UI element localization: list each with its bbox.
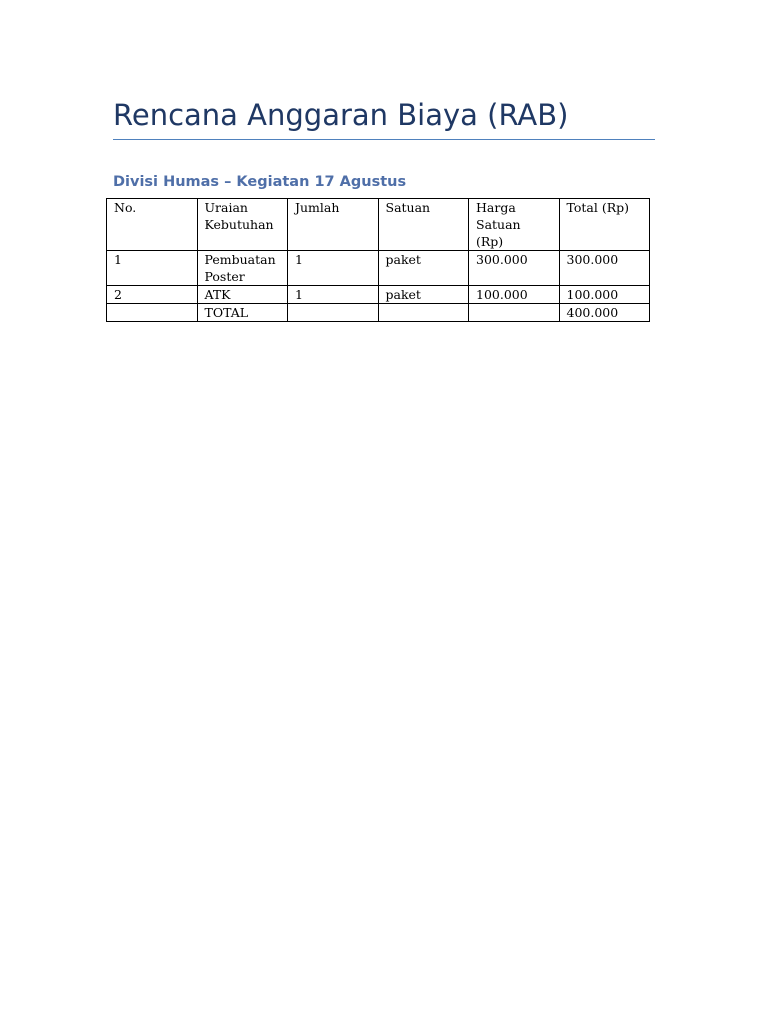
table-row [107, 286, 650, 304]
cell-satuan: paket [378, 286, 469, 304]
header-satuan: Satuan [378, 199, 469, 251]
cell-uraian: Pembuatan Poster [197, 251, 288, 286]
header-no: No. [107, 199, 198, 251]
budget-table [106, 198, 650, 322]
cell-uraian: TOTAL [197, 304, 288, 322]
table-total-row [107, 304, 650, 322]
cell-jumlah: 1 [288, 286, 379, 304]
cell-no: 2 [107, 286, 198, 304]
header-harga-satuan: Harga Satuan (Rp) [469, 199, 560, 251]
section-heading: Divisi Humas – Kegiatan 17 Agustus [113, 174, 407, 190]
cell-harga-satuan: 300.000 [469, 251, 560, 286]
cell-total: 100.000 [559, 286, 650, 304]
header-total: Total (Rp) [559, 199, 650, 251]
cell-satuan [378, 304, 469, 322]
cell-total: 300.000 [559, 251, 650, 286]
document-title: Rencana Anggaran Biaya (RAB) [113, 98, 569, 132]
header-uraian-kebutuhan: Uraian Kebutuhan [197, 199, 288, 251]
cell-jumlah: 1 [288, 251, 379, 286]
title-underline-rule [113, 139, 655, 140]
cell-grand-total: 400.000 [559, 304, 650, 322]
cell-uraian: ATK [197, 286, 288, 304]
cell-harga-satuan: 100.000 [469, 286, 560, 304]
table-row [107, 251, 650, 286]
cell-satuan: paket [378, 251, 469, 286]
cell-harga-satuan [469, 304, 560, 322]
table-header-row [107, 199, 650, 251]
cell-no [107, 304, 198, 322]
cell-jumlah [288, 304, 379, 322]
header-jumlah: Jumlah [288, 199, 379, 251]
cell-no: 1 [107, 251, 198, 286]
